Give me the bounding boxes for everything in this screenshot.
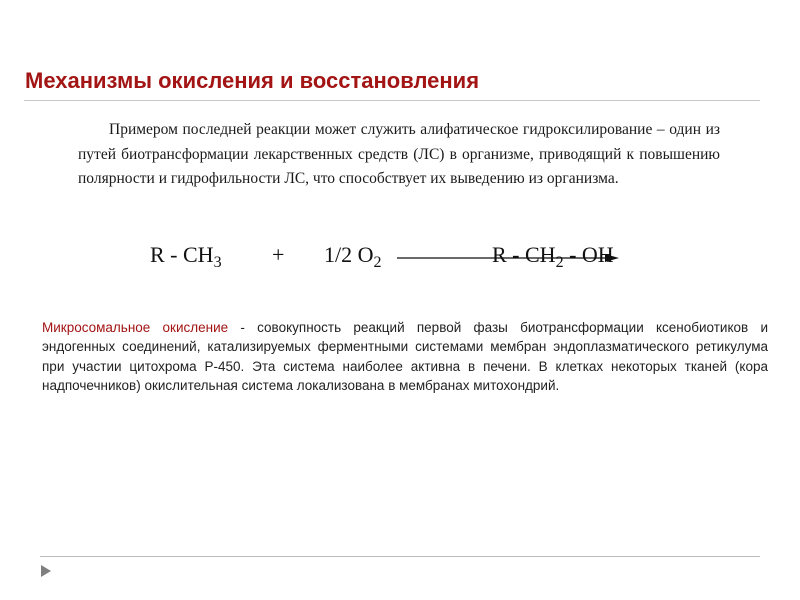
reactant-oxygen: 1/2 $O_2$ — [324, 242, 382, 271]
slide-title: Механизмы окисления и восстановления — [25, 68, 480, 93]
reaction-equation — [150, 236, 670, 276]
product-alcohol: R - $CH_2$ - OH — [492, 242, 614, 271]
plus-sign: + — [272, 242, 285, 267]
scanned-paragraph: Примером последней реакции может служить алифатическое гидроксилирование – один из путей биотрансформации лекарственных средств (ЛС) в организме, приводящий к повышению полярности и гидрофильности ЛС, что способствует их выведению из организма. — [78, 121, 720, 187]
play-triangle-icon[interactable] — [40, 564, 52, 578]
definition-text: - совокупность реакций первой фазы биотрансформации ксенобиотиков и эндогенных соединений, катализируемых ферментными системами мембран эндоплазматического ретикулума при участии цитохрома Р-450. Эта система наиболее активна в печени. В клетках некоторых тканей (кора надпочечников) окислительная система локализована в мембранах митохондрий. — [42, 320, 768, 394]
definition-paragraph — [42, 318, 768, 396]
definition-term: Микросомальное окисление — [42, 320, 229, 335]
footer-divider — [40, 556, 760, 557]
reactant-r-ch3: R - $CH_3$ — [150, 242, 222, 271]
title-divider — [24, 100, 760, 101]
